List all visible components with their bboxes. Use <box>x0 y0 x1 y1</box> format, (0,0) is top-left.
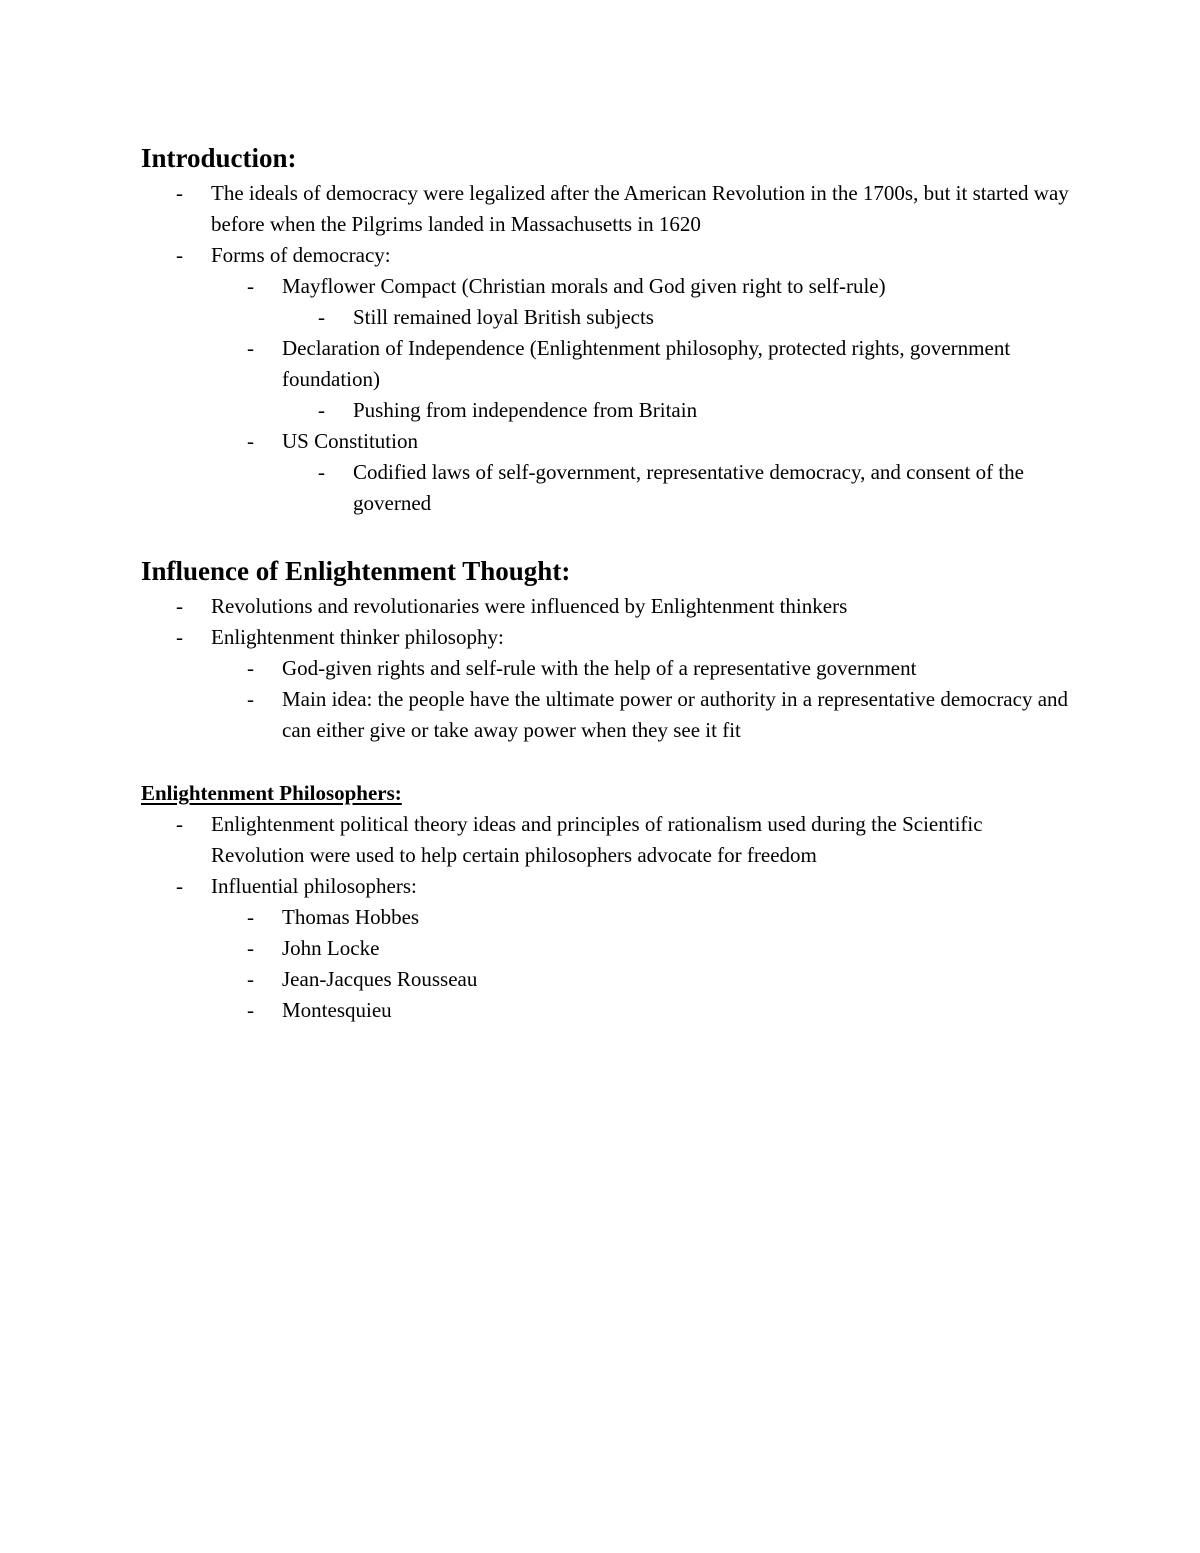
list-item <box>141 684 1081 746</box>
section-introduction <box>141 138 1081 519</box>
list-item-text: Influential philosophers: <box>211 874 417 898</box>
list-item <box>141 591 1081 622</box>
bullet-dash: - <box>247 429 254 453</box>
list-item <box>141 622 1081 653</box>
list-item <box>141 395 1081 426</box>
list-item-text: Enlightenment thinker philosophy: <box>211 625 504 649</box>
list-item <box>141 809 1081 871</box>
list-item-text: Jean-Jacques Rousseau <box>282 967 478 991</box>
section-spacer <box>141 746 1081 778</box>
list-item-text: Mayflower Compact (Christian morals and God given right to self-rule) <box>282 274 886 298</box>
bullet-dash: - <box>247 656 254 680</box>
list-item-text: Enlightenment political theory ideas and principles of rationalism used during the Scientific Revolution were used to help certain philosophers advocate for freedom <box>211 812 983 867</box>
heading-philosophers: Enlightenment Philosophers: <box>141 781 402 805</box>
list-item-text: John Locke <box>282 936 380 960</box>
list-item-text: Thomas Hobbes <box>282 905 420 929</box>
bullet-dash: - <box>247 687 254 711</box>
list-item-text: Declaration of Independence (Enlightenment philosophy, protected rights, government foundation) <box>282 336 1011 391</box>
list-item <box>141 995 1081 1026</box>
list-item-text: Montesquieu <box>282 998 392 1022</box>
list-item <box>141 178 1081 240</box>
bullet-dash: - <box>247 998 254 1022</box>
bullet-dash: - <box>247 936 254 960</box>
list-item-text: The ideals of democracy were legalized after the American Revolution in the 1700s, but it started way before when the Pilgrims landed in Massachusetts in 1620 <box>211 181 1069 236</box>
bullet-dash: - <box>176 181 183 205</box>
list-item <box>141 457 1081 519</box>
list-item-text: Still remained loyal British subjects <box>353 305 654 329</box>
heading-influence: Influence of Enlightenment Thought: <box>141 556 571 586</box>
list-item <box>141 902 1081 933</box>
bullet-dash: - <box>318 460 325 484</box>
list-item-text: Codified laws of self-government, representative democracy, and consent of the governed <box>353 460 1024 515</box>
list-item <box>141 333 1081 395</box>
heading-introduction: Introduction: <box>141 143 297 173</box>
section-spacer <box>141 519 1081 551</box>
bullet-dash: - <box>176 874 183 898</box>
section-influence <box>141 551 1081 746</box>
list-item <box>141 871 1081 902</box>
bullet-dash: - <box>247 274 254 298</box>
document-page <box>141 138 1081 1026</box>
list-item <box>141 271 1081 302</box>
list-item <box>141 964 1081 995</box>
bullet-dash: - <box>247 905 254 929</box>
list-item <box>141 240 1081 271</box>
list-item <box>141 302 1081 333</box>
bullet-dash: - <box>247 336 254 360</box>
bullet-dash: - <box>318 305 325 329</box>
list-item-text: US Constitution <box>282 429 418 453</box>
bullet-dash: - <box>176 812 183 836</box>
list-item-text: God-given rights and self-rule with the help of a representative government <box>282 656 917 680</box>
bullet-dash: - <box>176 625 183 649</box>
list-item-text: Revolutions and revolutionaries were influenced by Enlightenment thinkers <box>211 594 848 618</box>
bullet-dash: - <box>318 398 325 422</box>
list-item <box>141 933 1081 964</box>
list-item-text: Main idea: the people have the ultimate power or authority in a representative democracy and can either give or take away power when they see it fit <box>282 687 1069 742</box>
list-item-text: Pushing from independence from Britain <box>353 398 698 422</box>
bullet-dash: - <box>176 243 183 267</box>
list-item <box>141 653 1081 684</box>
list-item <box>141 426 1081 457</box>
bullet-dash: - <box>176 594 183 618</box>
list-item-text: Forms of democracy: <box>211 243 391 267</box>
bullet-dash: - <box>247 967 254 991</box>
section-philosophers <box>141 778 1081 1026</box>
